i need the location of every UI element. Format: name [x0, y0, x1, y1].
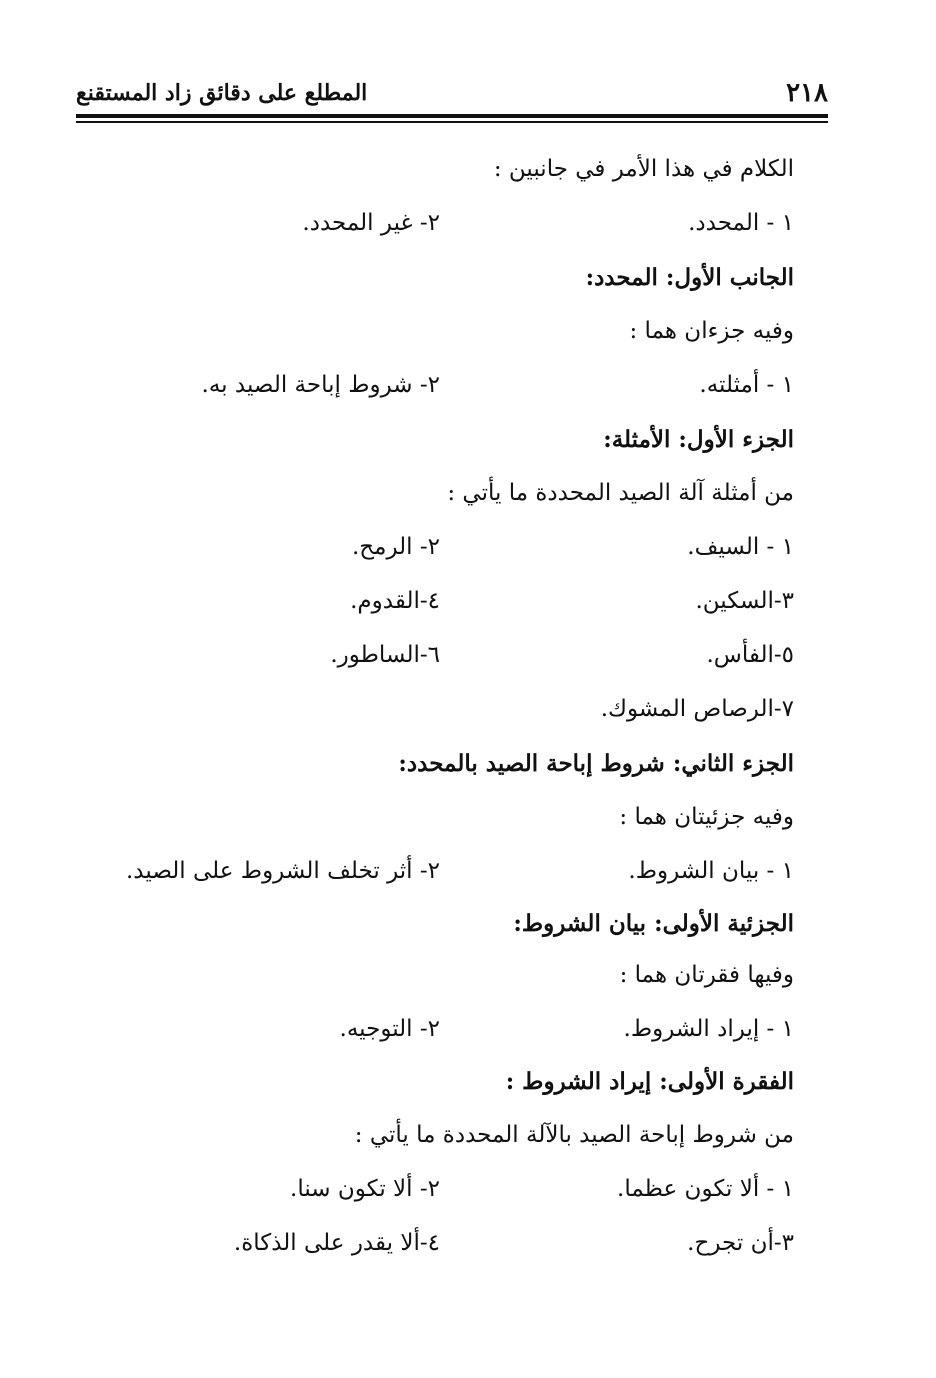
section-heading-2: الجزء الأول: الأمثلة: [603, 426, 794, 453]
line-17: ١ - إيراد الشروط. [623, 1016, 794, 1042]
line-21-col2: ٤-ألا يقدر على الذكاة. [233, 1230, 440, 1256]
line-10-col2: ٦-الساطور. [330, 642, 440, 668]
line-9: ٣-السكين. [695, 588, 794, 614]
line-2-col2: ٢- غير المحدد. [302, 210, 440, 236]
page-number: ٢١٨ [786, 78, 828, 108]
line-14-col2: ٢- أثر تخلف الشروط على الصيد. [126, 858, 440, 884]
line-10: ٥-الفأس. [706, 642, 794, 668]
line-9-col2: ٤-القدوم. [350, 588, 440, 614]
line-21: ٣-أن تجرح. [687, 1230, 794, 1256]
line-1: الكلام في هذا الأمر في جانبين : [493, 156, 794, 182]
line-2: ١ - المحدد. [688, 210, 794, 236]
line-5: ١ - أمثلته. [699, 372, 794, 398]
line-11: ٧-الرصاص المشوك. [600, 696, 794, 722]
line-17-col2: ٢- التوجيه. [339, 1016, 440, 1042]
line-7: من أمثلة آلة الصيد المحددة ما يأتي : [447, 480, 794, 506]
section-heading-1: الجانب الأول: المحدد: [585, 264, 794, 291]
line-8-col2: ٢- الرمح. [351, 534, 440, 560]
line-8: ١ - السيف. [687, 534, 794, 560]
section-heading-3: الجزء الثاني: شروط إباحة الصيد بالمحدد: [398, 750, 794, 777]
page-header [76, 78, 828, 112]
line-14: ١ - بيان الشروط. [628, 858, 794, 884]
header-rule-thick [76, 114, 828, 118]
section-heading-5: الفقرة الأولى: إيراد الشروط : [505, 1068, 794, 1095]
header-rule-thin [76, 121, 828, 123]
line-20: ١ - ألا تكون عظما. [617, 1176, 794, 1202]
line-20-col2: ٢- ألا تكون سنا. [290, 1176, 440, 1202]
line-19: من شروط إباحة الصيد بالآلة المحددة ما يأتي : [354, 1122, 794, 1148]
line-4: وفيه جزءان هما : [629, 318, 794, 344]
line-13: وفيه جزئيتان هما : [619, 804, 794, 830]
line-16: وفيها فقرتان هما : [619, 962, 794, 988]
section-heading-4: الجزئية الأولى: بيان الشروط: [513, 910, 794, 937]
running-title: المطلع على دقائق زاد المستقنع [76, 80, 368, 106]
line-5-col2: ٢- شروط إباحة الصيد به. [201, 372, 440, 398]
